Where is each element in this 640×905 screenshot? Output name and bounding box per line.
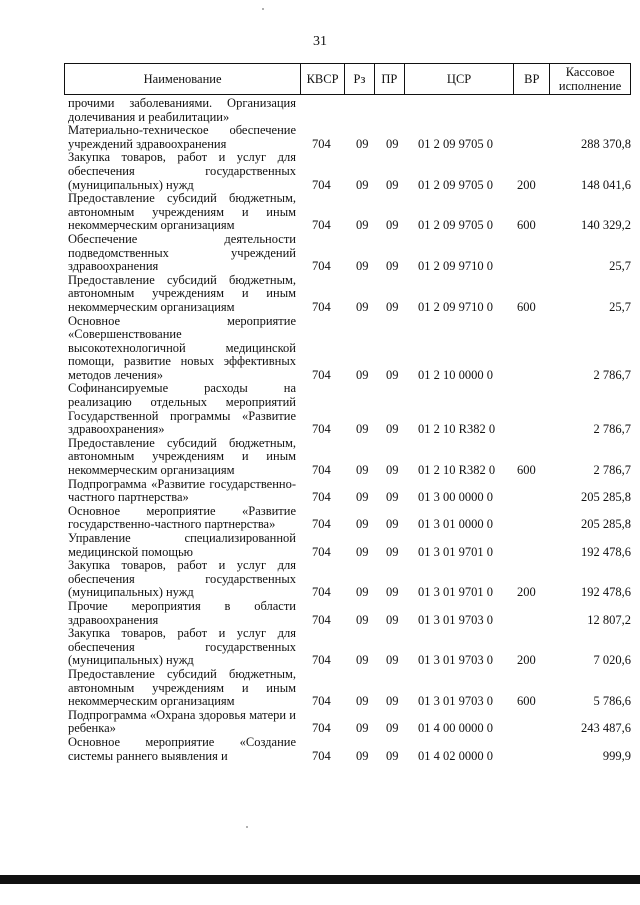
row-sum: 192 478,6 bbox=[581, 544, 631, 559]
table-body bbox=[68, 97, 631, 763]
row-sum: 140 329,2 bbox=[581, 218, 631, 233]
row-csr: 01 3 00 0000 0 bbox=[418, 490, 493, 505]
row-sum: 5 786,6 bbox=[593, 694, 631, 709]
row-csr: 01 3 01 9703 0 bbox=[418, 694, 493, 709]
row-kvsr: 704 bbox=[312, 218, 331, 233]
row-sum: 12 807,2 bbox=[587, 612, 631, 627]
row-kvsr: 704 bbox=[312, 612, 331, 627]
row-kvsr: 704 bbox=[312, 422, 331, 437]
row-pr: 09 bbox=[386, 367, 399, 382]
table-row bbox=[68, 437, 631, 478]
table-row bbox=[68, 668, 631, 709]
header-name: Наименование bbox=[65, 64, 301, 94]
row-csr: 01 4 00 0000 0 bbox=[418, 721, 493, 736]
table-header bbox=[64, 63, 631, 95]
row-sum: 2 786,7 bbox=[593, 422, 631, 437]
scan-speck bbox=[262, 8, 264, 10]
row-csr: 01 2 09 9705 0 bbox=[418, 177, 493, 192]
row-name: Предоставление субсидий бюджетным, автономным учреждениям и иным некоммерческим организациям bbox=[68, 435, 296, 478]
scan-speck bbox=[246, 826, 248, 828]
row-sum: 2 786,7 bbox=[593, 367, 631, 382]
row-sum: 192 478,6 bbox=[581, 585, 631, 600]
row-sum: 2 786,7 bbox=[593, 463, 631, 478]
table-row bbox=[68, 736, 631, 763]
header-csr: ЦСР bbox=[405, 64, 515, 94]
table-row bbox=[68, 559, 631, 600]
row-csr: 01 3 01 9701 0 bbox=[418, 585, 493, 600]
row-pr: 09 bbox=[386, 694, 399, 709]
row-rz: 09 bbox=[356, 136, 369, 151]
row-csr: 01 3 01 0000 0 bbox=[418, 517, 493, 532]
row-kvsr: 704 bbox=[312, 367, 331, 382]
row-vr: 600 bbox=[517, 694, 536, 709]
row-rz: 09 bbox=[356, 544, 369, 559]
row-sum: 7 020,6 bbox=[593, 653, 631, 668]
table-row bbox=[68, 709, 631, 736]
row-kvsr: 704 bbox=[312, 721, 331, 736]
table-row bbox=[68, 627, 631, 668]
table-row bbox=[68, 97, 631, 124]
row-pr: 09 bbox=[386, 218, 399, 233]
row-name: Закупка товаров, работ и услуг для обеспечения государственных (муниципальных) нужд bbox=[68, 558, 296, 600]
row-sum: 205 285,8 bbox=[581, 490, 631, 505]
table-row bbox=[68, 151, 631, 192]
row-rz: 09 bbox=[356, 694, 369, 709]
row-pr: 09 bbox=[386, 422, 399, 437]
row-pr: 09 bbox=[386, 612, 399, 627]
row-sum: 243 487,6 bbox=[581, 721, 631, 736]
row-kvsr: 704 bbox=[312, 544, 331, 559]
row-csr: 01 3 01 9703 0 bbox=[418, 653, 493, 668]
row-pr: 09 bbox=[386, 721, 399, 736]
row-pr: 09 bbox=[386, 490, 399, 505]
row-name: Материально-техническое обеспечение учреждений здравоохранения bbox=[68, 123, 296, 151]
row-pr: 09 bbox=[386, 748, 399, 763]
row-name: прочими заболеваниями. Организация долечивания и реабилитации» bbox=[68, 96, 296, 124]
row-pr: 09 bbox=[386, 299, 399, 314]
row-vr: 200 bbox=[517, 653, 536, 668]
header-pr: ПР bbox=[375, 64, 405, 94]
row-name: Основное мероприятие «Развитие государственно-частного партнерства» bbox=[68, 503, 296, 532]
row-rz: 09 bbox=[356, 721, 369, 736]
table-row bbox=[68, 315, 631, 383]
row-kvsr: 704 bbox=[312, 299, 331, 314]
scan-edge-bar bbox=[0, 875, 640, 884]
row-rz: 09 bbox=[356, 299, 369, 314]
row-sum: 205 285,8 bbox=[581, 517, 631, 532]
row-csr: 01 2 09 9710 0 bbox=[418, 259, 493, 274]
row-kvsr: 704 bbox=[312, 177, 331, 192]
row-kvsr: 704 bbox=[312, 694, 331, 709]
row-name: Управление специализированной медицинской помощью bbox=[68, 531, 296, 559]
table-row bbox=[68, 505, 631, 532]
row-pr: 09 bbox=[386, 136, 399, 151]
table-row bbox=[68, 382, 631, 436]
table-row bbox=[68, 478, 631, 505]
row-pr: 09 bbox=[386, 517, 399, 532]
row-sum: 25,7 bbox=[609, 299, 631, 314]
table-row bbox=[68, 192, 631, 233]
row-name: Предоставление субсидий бюджетным, автономным учреждениям и иным некоммерческим организациям bbox=[68, 666, 296, 709]
table-row bbox=[68, 124, 631, 151]
row-name: Подпрограмма «Охрана здоровья матери и ребенка» bbox=[68, 707, 296, 736]
table-row bbox=[68, 600, 631, 627]
header-vr: ВР bbox=[514, 64, 550, 94]
row-kvsr: 704 bbox=[312, 463, 331, 478]
row-name: Основное мероприятие «Создание системы раннего выявления и bbox=[68, 734, 296, 763]
row-rz: 09 bbox=[356, 218, 369, 233]
row-csr: 01 2 10 0000 0 bbox=[418, 367, 493, 382]
row-kvsr: 704 bbox=[312, 259, 331, 274]
row-kvsr: 704 bbox=[312, 653, 331, 668]
row-rz: 09 bbox=[356, 463, 369, 478]
row-vr: 600 bbox=[517, 463, 536, 478]
row-sum: 148 041,6 bbox=[581, 177, 631, 192]
row-pr: 09 bbox=[386, 259, 399, 274]
row-kvsr: 704 bbox=[312, 490, 331, 505]
header-cash: Кассовое исполнение bbox=[558, 65, 622, 93]
row-vr: 200 bbox=[517, 585, 536, 600]
row-pr: 09 bbox=[386, 463, 399, 478]
row-csr: 01 4 02 0000 0 bbox=[418, 748, 493, 763]
row-rz: 09 bbox=[356, 259, 369, 274]
table-row bbox=[68, 233, 631, 274]
row-rz: 09 bbox=[356, 517, 369, 532]
row-vr: 200 bbox=[517, 177, 536, 192]
row-kvsr: 704 bbox=[312, 136, 331, 151]
row-csr: 01 2 10 R382 0 bbox=[418, 422, 496, 437]
row-pr: 09 bbox=[386, 177, 399, 192]
header-kvsr: КВСР bbox=[301, 64, 345, 94]
row-csr: 01 2 09 9710 0 bbox=[418, 299, 493, 314]
header-rz: Рз bbox=[345, 64, 375, 94]
row-name: Закупка товаров, работ и услуг для обеспечения государственных (муниципальных) нужд bbox=[68, 626, 296, 668]
row-rz: 09 bbox=[356, 653, 369, 668]
row-csr: 01 2 09 9705 0 bbox=[418, 218, 493, 233]
row-pr: 09 bbox=[386, 544, 399, 559]
row-csr: 01 3 01 9701 0 bbox=[418, 544, 493, 559]
row-rz: 09 bbox=[356, 367, 369, 382]
row-pr: 09 bbox=[386, 653, 399, 668]
row-vr: 600 bbox=[517, 218, 536, 233]
row-rz: 09 bbox=[356, 422, 369, 437]
row-csr: 01 3 01 9703 0 bbox=[418, 612, 493, 627]
row-sum: 288 370,8 bbox=[581, 136, 631, 151]
row-kvsr: 704 bbox=[312, 517, 331, 532]
row-rz: 09 bbox=[356, 490, 369, 505]
row-sum: 999,9 bbox=[602, 748, 631, 763]
row-rz: 09 bbox=[356, 585, 369, 600]
page-number: 31 bbox=[313, 34, 327, 49]
table-row bbox=[68, 274, 631, 315]
row-name: Основное мероприятие «Совершенствование высокотехнологичной медицинской помощи, развитие новых эффективных методов лечения» bbox=[68, 313, 296, 382]
row-vr: 600 bbox=[517, 299, 536, 314]
row-pr: 09 bbox=[386, 585, 399, 600]
row-csr: 01 2 10 R382 0 bbox=[418, 463, 496, 478]
row-kvsr: 704 bbox=[312, 585, 331, 600]
table-row bbox=[68, 532, 631, 559]
row-name: Предоставление субсидий бюджетным, автономным учреждениям и иным некоммерческим организациям bbox=[68, 272, 296, 314]
row-sum: 25,7 bbox=[609, 259, 631, 274]
row-name: Закупка товаров, работ и услуг для обеспечения государственных (муниципальных) нужд bbox=[68, 150, 296, 192]
row-rz: 09 bbox=[356, 177, 369, 192]
row-csr: 01 2 09 9705 0 bbox=[418, 136, 493, 151]
row-name: Прочие мероприятия в области здравоохранения bbox=[68, 598, 296, 627]
row-rz: 09 bbox=[356, 748, 369, 763]
row-name: Обеспечение деятельности подведомственных учреждений здравоохранения bbox=[68, 231, 296, 274]
row-kvsr: 704 bbox=[312, 748, 331, 763]
row-rz: 09 bbox=[356, 612, 369, 627]
row-name: Софинансируемые расходы на реализацию отдельных мероприятий Государственной программы «Развитие здравоохранения» bbox=[68, 381, 296, 437]
row-name: Предоставление субсидий бюджетным, автономным учреждениям и иным некоммерческим организациям bbox=[68, 191, 296, 233]
row-name: Подпрограмма «Развитие государственно-частного партнерства» bbox=[68, 476, 296, 505]
